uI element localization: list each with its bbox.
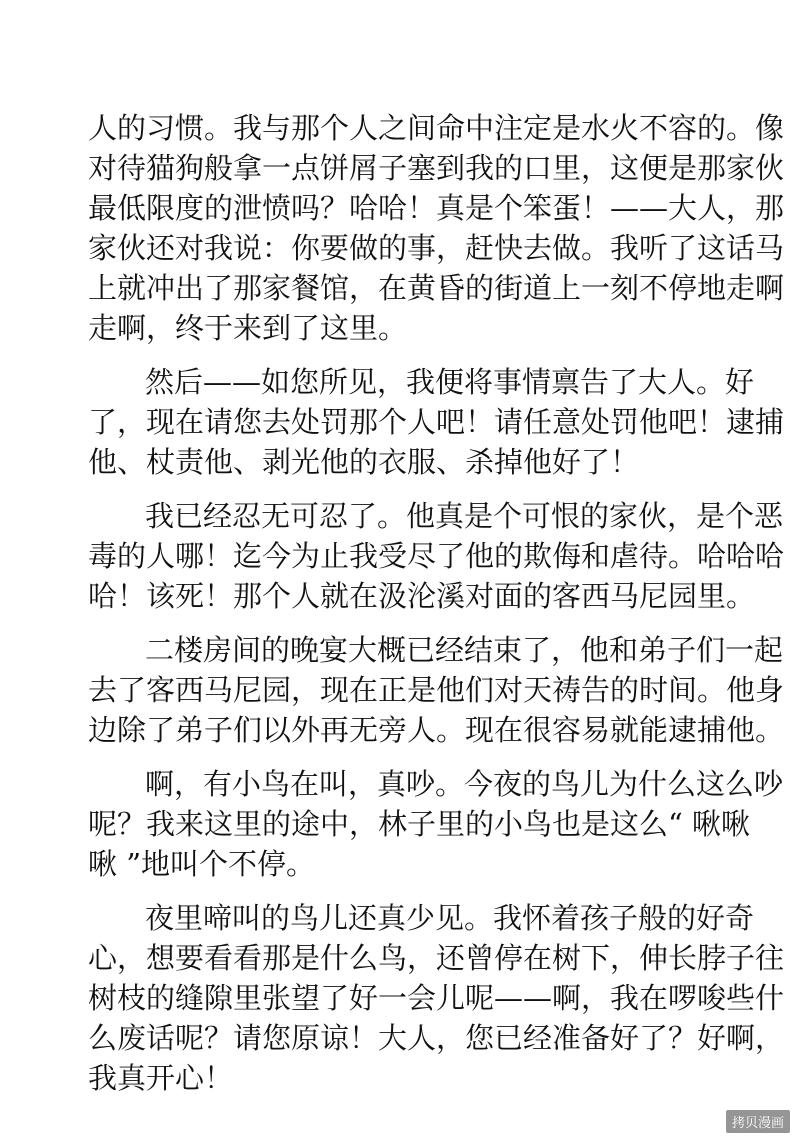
text-line: 啾 ”地叫个不停。 — [88, 847, 316, 881]
text-line: 走啊，终于来到了这里。 — [88, 311, 408, 345]
text-line: 他、杖责他、剥光他的衣服、杀掉他好了！ — [88, 445, 640, 479]
text-line: 夜里啼叫的鸟儿还真少见。我怀着孩子般的好奇 — [145, 901, 755, 935]
text-line: 了，现在请您去处罚那个人吧！请任意处罚他吧！逮捕 — [88, 405, 785, 439]
text-line: 树枝的缝隙里张望了好一会儿呢——啊，我在啰唆些什 — [88, 981, 785, 1015]
text-line: 我真开心！ — [88, 1061, 234, 1095]
text-line: 么废话呢？请您原谅！大人，您已经准备好了？好啊， — [88, 1021, 785, 1055]
text-line: 哈！该死！那个人就在汲沦溪对面的客西马尼园里。 — [88, 579, 756, 613]
text-line: 毒的人哪！迄今为止我受尽了他的欺侮和虐待。哈哈哈 — [88, 539, 785, 573]
text-line: 家伙还对我说：你要做的事，赶快去做。我听了这话马 — [88, 231, 785, 265]
text-line: 人的习惯。我与那个人之间命中注定是水火不容的。像 — [88, 111, 785, 145]
text-line: 去了客西马尼园，现在正是他们对天祷告的时间。他身 — [88, 673, 785, 707]
text-line: 我已经忍无可忍了。他真是个可恨的家伙，是个恶 — [145, 499, 784, 533]
watermark: 拷贝漫画 — [726, 1110, 790, 1133]
text-line: 对待猫狗般拿一点饼屑子塞到我的口里，这便是那家伙 — [88, 151, 785, 185]
text-line: 然后——如您所见，我便将事情禀告了大人。好 — [145, 365, 755, 399]
text-line: 上就冲出了那家餐馆，在黄昏的街道上一刻不停地走啊 — [88, 271, 785, 305]
text-line: 呢？我来这里的途中，林子里的小鸟也是这么“ 啾啾 — [88, 807, 751, 841]
text-line: 二楼房间的晚宴大概已经结束了，他和弟子们一起 — [145, 633, 784, 667]
text-line: 边除了弟子们以外再无旁人。现在很容易就能逮捕他。 — [88, 713, 785, 747]
text-line: 啊，有小鸟在叫，真吵。今夜的鸟儿为什么这么吵 — [145, 767, 784, 801]
text-line: 最低限度的泄愤吗？哈哈！真是个笨蛋！——大人，那 — [88, 191, 785, 225]
text-line: 心，想要看看那是什么鸟，还曾停在树下，伸长脖子往 — [88, 941, 785, 975]
